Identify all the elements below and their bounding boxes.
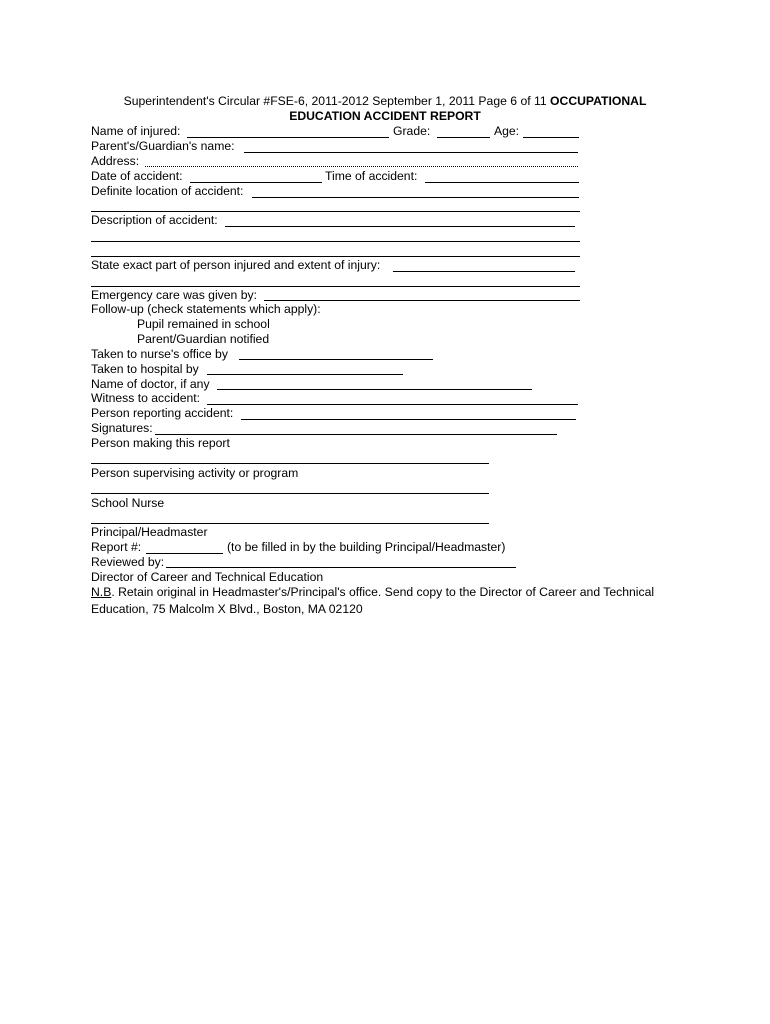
parent-name-label: Parent's/Guardian's name: <box>91 139 235 153</box>
time-of-accident-line[interactable] <box>425 182 579 183</box>
taken-to-hospital-label: Taken to hospital by <box>91 362 199 376</box>
address-line[interactable] <box>145 166 578 167</box>
name-of-doctor-line[interactable] <box>217 389 532 390</box>
description-line-2[interactable] <box>91 241 580 242</box>
injury-extent-label: State exact part of person injured and extent of injury: <box>91 258 381 272</box>
taken-to-nurse-line[interactable] <box>239 359 433 360</box>
witness-label: Witness to accident: <box>91 391 201 405</box>
definite-location-label: Definite location of accident: <box>91 184 244 198</box>
grade-line[interactable] <box>437 137 490 138</box>
name-of-doctor-label: Name of doctor, if any <box>91 377 210 391</box>
definite-location-line-2[interactable] <box>91 211 580 212</box>
reviewed-by-label: Reviewed by: <box>91 555 165 569</box>
parent-name-line[interactable] <box>244 152 578 153</box>
pupil-remained-option[interactable]: Pupil remained in school <box>137 317 270 331</box>
person-making-report-line[interactable] <box>91 463 489 464</box>
description-line-1[interactable] <box>225 226 575 227</box>
report-number-line[interactable] <box>146 553 223 554</box>
school-nurse-line[interactable] <box>91 523 489 524</box>
description-label: Description of accident: <box>91 213 218 227</box>
school-nurse-label: School Nurse <box>91 496 165 510</box>
person-making-report-label: Person making this report <box>91 436 230 450</box>
report-number-note: (to be filled in by the building Principal/Headmaster) <box>227 540 506 554</box>
report-number-label: Report #: <box>91 540 142 554</box>
follow-up-label: Follow-up (check statements which apply): <box>91 302 321 316</box>
nb-address: Education, 75 Malcolm X Blvd., Boston, MA 02120 <box>91 602 363 616</box>
date-of-accident-line[interactable] <box>190 182 322 183</box>
time-of-accident-label: Time of accident: <box>325 169 418 183</box>
nb-text: . Retain original in Headmaster's/Principal's office. Send copy to the Director of Career and Technical <box>111 585 655 599</box>
person-reporting-label: Person reporting accident: <box>91 406 234 420</box>
description-line-3[interactable] <box>91 256 580 257</box>
name-of-injured-label: Name of injured: <box>91 124 181 138</box>
person-reporting-line[interactable] <box>241 419 576 420</box>
circular-reference: Superintendent's Circular #FSE-6, 2011-2012 September 1, 2011 Page 6 of 11 <box>123 94 551 108</box>
report-title: EDUCATION ACCIDENT REPORT <box>289 109 481 123</box>
circular-header <box>0 94 770 109</box>
reviewed-by-line[interactable] <box>166 567 516 568</box>
taken-to-hospital-line[interactable] <box>207 374 403 375</box>
injury-extent-line-2[interactable] <box>91 286 580 287</box>
age-line[interactable] <box>523 137 579 138</box>
title-occupational: OCCUPATIONAL <box>550 94 647 108</box>
date-of-accident-label: Date of accident: <box>91 169 183 183</box>
witness-line[interactable] <box>207 404 578 405</box>
person-supervising-label: Person supervising activity or program <box>91 466 299 480</box>
director-label: Director of Career and Technical Education <box>91 570 324 584</box>
signatures-label: Signatures: <box>91 421 153 435</box>
parent-notified-option[interactable]: Parent/Guardian notified <box>137 332 270 346</box>
nb-label: N.B <box>91 585 112 599</box>
emergency-care-label: Emergency care was given by: <box>91 288 257 302</box>
address-label: Address: <box>91 154 140 168</box>
name-of-injured-line[interactable] <box>187 137 389 138</box>
definite-location-line[interactable] <box>252 197 579 198</box>
nb-note <box>91 585 654 600</box>
emergency-care-line[interactable] <box>264 300 580 301</box>
principal-label: Principal/Headmaster <box>91 525 208 539</box>
taken-to-nurse-label: Taken to nurse's office by <box>91 347 228 361</box>
signatures-line[interactable] <box>155 434 557 435</box>
grade-label: Grade: <box>393 124 431 138</box>
person-supervising-line[interactable] <box>91 493 489 494</box>
age-label: Age: <box>494 124 520 138</box>
injury-extent-line-1[interactable] <box>393 271 575 272</box>
